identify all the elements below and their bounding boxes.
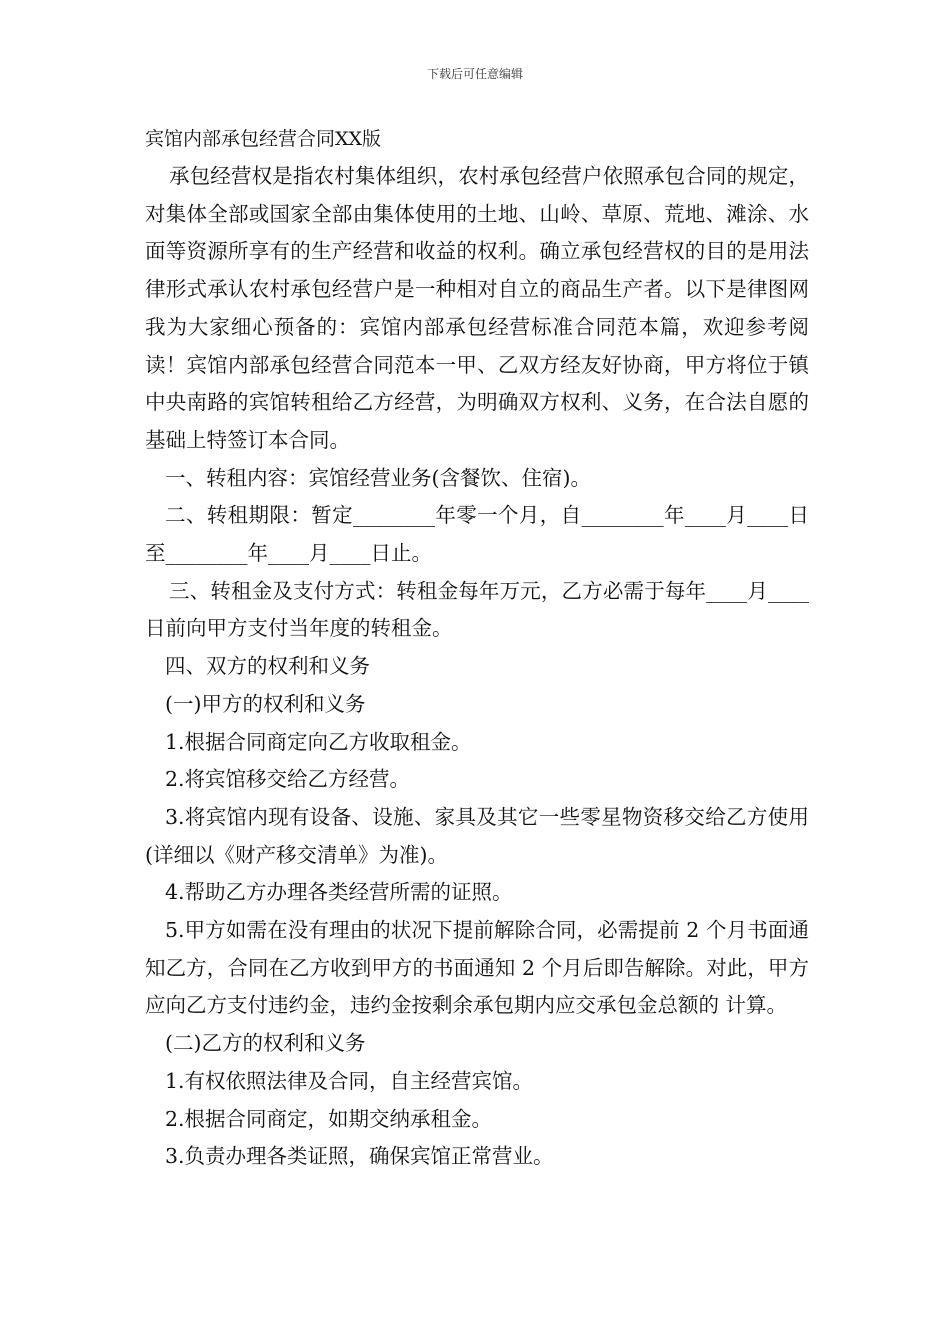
party-a-heading: (一)甲方的权利和义务 [165,691,366,716]
party-a-item-5: 5.甲方如需在没有理由的状况下提前解除合同，必需提前 2 个月书面通知乙方，合同在乙方收到甲方的书面通知 2 个月后即告解除。对此，甲方应向乙方支付违约金，违约金按剩余承包期内应交承包金总额的 计算。 [145,918,809,1018]
document-body [145,121,809,1176]
party-a-item-3: 3.将宾馆内现有设备、设施、家具及其它一些零星物资移交给乙方使用(详细以《财产移交清单》为准)。 [145,804,809,867]
clause-1: 一、转租内容：宾馆经营业务(含餐饮、住宿)。 [165,465,591,490]
party-a-item-4: 4.帮助乙方办理各类经营所需的证照。 [165,880,513,905]
clause-3: 三、转租金及支付方式：转租金每年万元，乙方必需于每年____月____日前向甲方支付当年度的转租金。 [145,578,809,641]
party-a-item-1: 1.根据合同商定向乙方收取租金。 [165,729,472,754]
clause-4-heading: 四、双方的权利和义务 [165,654,370,679]
party-b-item-2: 2.根据合同商定，如期交纳承租金。 [165,1106,493,1131]
party-b-item-1: 1.有权依照法律及合同，自主经营宾馆。 [165,1068,534,1093]
intro-paragraph: 承包经营权是指农村集体组织，农村承包经营户依照承包合同的规定，对集体全部或国家全部由集体使用的土地、山岭、草原、荒地、滩涂、水面等资源所享有的生产经营和收益的权利。确立承包经营权的目的是用法律形式承认农村承包经营户是一种相对自立的商品生产者。以下是律图网我为大家细心预备的：宾馆内部承包经营标准合同范本篇，欢迎参考阅读！宾馆内部承包经营合同范本一甲、乙双方经友好协商，甲方将位于镇中央南路的宾馆转租给乙方经营，为明确双方权利、义务，在合法自愿的基础上特签订本合同。 [145,164,809,452]
document-title: 宾馆内部承包经营合同XX版 [145,128,382,150]
clause-2: 二、转租期限：暂定________年零一个月，自________年____月____日至________年____月____日止。 [145,503,809,566]
page-header: 下载后可任意编辑 [426,67,523,81]
party-b-item-3: 3.负责办理各类证照，确保宾馆正常营业。 [165,1144,554,1169]
party-b-heading: (二)乙方的权利和义务 [165,1031,366,1056]
party-a-item-2: 2.将宾馆移交给乙方经营。 [165,767,411,792]
